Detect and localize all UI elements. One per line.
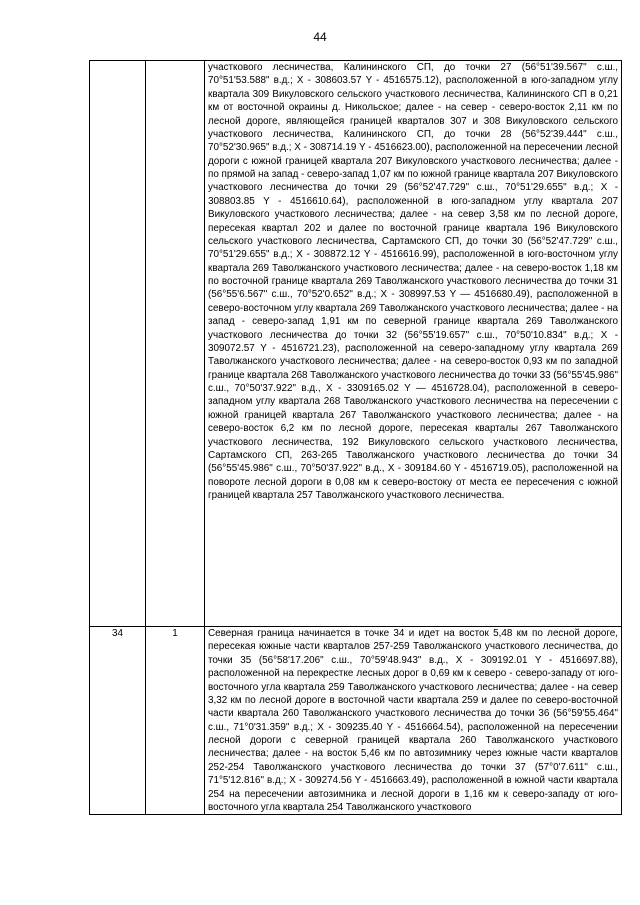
section-number-cell: 1 xyxy=(146,627,205,815)
boundary-description-table xyxy=(89,60,622,815)
description-text: Северная граница начинается в точке 34 и идет на восток 5,48 км по лесной дороге, пересекая южные части кварталов 257-259 Таволжанского участкового лесничества, до точки 35 (56°58'17.206" с.ш., 70°59'48.943" в.д., X - 309192.01 Y - 4516697.88), расположенной на перекрестке лесных дорог в 0,69 км к северо - северо-западу от юго-восточного угла квартала 259 Таволжанского участкового лесничества; далее - на север 3,32 км по лесной дороге в восточной части квартала 259 и далее по северо-восточной части квартала 260 Таволжанского участкового лесничества до точки 36 (56°59'55.464" с.ш., 71°0'31.359" в.д.; X - 309235.40 Y - 4516664.54), расположенной на пересечении лесной дороги с северной границей квартала 260 Таволжанского участкового лесничества; далее - на восток 5,46 км по автозимнику через южные части кварталов 252-254 Таволжанского участкового лесничества до точки 37 (57°0'7.611" с.ш., 71°5'12.816" в.д.; X - 309274.56 Y - 4516663.49), расположенной в южной части квартала 254 на пересечении автозимника и лесной дороги в 1,16 км к северо-западу от юго-восточного угла квартала 254 Таволжанского участкового xyxy=(208,628,618,813)
table-row xyxy=(90,627,622,815)
row-number-cell xyxy=(90,61,146,627)
section-number-cell xyxy=(146,61,205,627)
description-cell xyxy=(205,61,622,627)
table-row xyxy=(90,61,622,627)
page-number: 44 xyxy=(313,30,327,44)
row-number-cell: 34 xyxy=(90,627,146,815)
description-text: участкового лесничества, Калининского СП, до точки 27 (56°51'39.567" с.ш., 70°51'53.588" в.д.; X - 308603.57 Y - 4516575.12), расположенной в юго-западном углу квартала 309 Викуловского сельского участкового лесничества, Калининского СП в 0,21 км от восточной окраины д. Никольское; далее - на север - северо-восток 2,11 км по лесной дороге, являющейся границей кварталов 307 и 308 Викуловского сельского участкового лесничества, Калининского СП, до точки 28 (56°52'39.444" с.ш., 70°52'30.965" в.д.; X - 308714.19 Y - 4516623.00), расположенной на пересечении лесной дороги с южной границей квартала 207 Викуловского участкового лесничества; далее - по прямой на запад - северо-запад 1,07 км по южной границе квартала 207 Викуловского участкового лесничества до точки 29 (56°52'47.729" с.ш., 70°51'29.655" в.д.; X - 308803.85 Y - 4516610.64), расположенной в юго-западном углу квартала 207 Викуловского участкового лесничества; далее - на север 3,58 км по лесной дороге, пересекая квартал 202 и далее по восточной границе квартала 196 Викуловского сельского участкового лесничества, Сартамского СП, до точки 30 (56°52'47.729" с.ш., 70°51'29.655" в.д.; X - 308872.12 Y - 4516616.99), расположенной в юго-восточном углу квартала 269 Таволжанского участкового лесничества; далее - на северо-восток 1,18 км по восточной границе квартала 269 Таволжанского участкового лесничества до точки 31 (56°55'6.567" с.ш., 70°52'0.652" в.д.; X - 308997.53 Y — 4516680.49), расположенной в северо-восточном углу квартала 269 Таволжанского участкового лесничества; далее - на запад - северо-запад 1,91 км по северной границе квартала 269 Таволжанского участкового лесничества до точки 32 (56°55'19.657" с.ш., 70°50'10.834" в.д.; X - 309072.57 Y - 4516721.23), расположенной на северо-западному углу квартала 269 Таволжанского участкового лесничества; далее - на северо-восток 0,93 км по западной границе квартала 268 Таволжанского участкового лесничества до точки 33 (56°55'45.986" с.ш., 70°50'37.922" в.д., X - 3309165.02 Y — 4516728.04), расположенной в северо-западном углу квартала 268 Таволжанского участкового лесничества на пересечении с южной границей квартала 267 Таволжанского участкового лесничества; далее - на северо-восток 6,2 км по лесной дороге, пересекая кварталы 267 Таволжанского участкового лесничества, 192 Викуловского сельского участкового лесничества, Сартамского СП, 263-265 Таволжанского участкового лесничества до точки 34 (56°55'45.986" с.ш., 70°50'37.922" в.д., X - 309184.60 Y - 4516719.05), расположенной на повороте лесной дороги в 0,08 км к северо-востоку от места ее пересечения с южной границей квартала 257 Таволжанского участкового лесничества. xyxy=(208,62,618,501)
description-cell xyxy=(205,627,622,815)
